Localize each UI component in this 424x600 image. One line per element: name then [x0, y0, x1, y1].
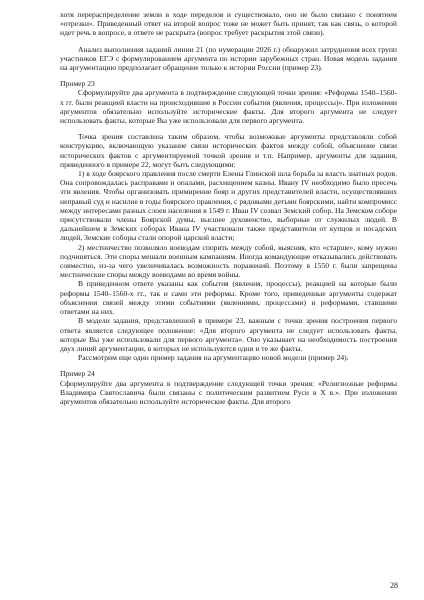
- paragraph: 1) в ходе боярского правления после смерти Елены Глинской шла борьба за власть знатных родов. Она сопровождалась расправами и опалами, расхищением казны. Ивану IV необходимо было пресечь эти явления. Чтобы организовать примирение бояр и других представителей власти, осуществлявших неправый суд и насилие в годы боярского правления, с рядовыми детьми боярскими, найти компромисс между интересами разных слоев населения в 1549 г. Иван IV созвал Земский собор. На Земском соборе присутствовали члены Боярской думы, высшее духовенство, выборные от служилых людей. В дальнейшем в Земских соборах Ивана IV участвовали также представители от купцов и посадских людей, Земские соборы стали опорой царской власти;: [60, 169, 397, 243]
- paragraph: В модели задания, представленной в примере 23, важным с точки зрения построения первого ответа является следующее положение: «Для второго аргумента не следует использовать факты, которые Вы уже использовали для первого аргумента». Оно указывает на необходимость построения двух линий аргументации, в которых не используются одни и те же факты.: [60, 316, 397, 353]
- paragraph: Сформулируйте два аргумента в подтверждение следующей точки зрения: «Религиозные реформы Владимира Святославича были связаны с политическим развитием Руси в X в.». При изложении аргументов обязательно используйте исторические факты. Для второго: [60, 378, 397, 406]
- page-number: 28: [390, 581, 398, 590]
- example-heading: Пример 24: [60, 369, 95, 379]
- example-heading: Пример 23: [60, 79, 95, 89]
- paragraph: Анализ выполнения заданий линии 21 (по нумерации 2026 г.) обнаружил затруднения всех групп участников ЕГЭ с формулированием аргумента по истории зарубежных стран. Новая модель задания на аргументацию предполагает обращение только к истории России (пример 23).: [60, 44, 397, 73]
- paragraph-gap: [60, 72, 397, 79]
- paragraph: 2) местничество позволяло воеводам спорить между собой, выясняя, кто «старше», кому нужно подчиняться. Эти споры мешали военным кампаниям. Иногда командующие отказывались действовать совместно, из-за чего увеличивалась возможность поражений. Поэтому в 1550 г. были запрещены местнические споры между воеводами во время войны.: [60, 242, 397, 280]
- paragraph-gap: [60, 362, 397, 369]
- paragraph: Сформулируйте два аргумента в подтверждение следующей точки зрения: «Реформы 1540–1560-х гг. были реакцией власти на происходившие в России события (явления, процессы)». При изложении аргументов обязательно используйте исторические факты. Для второго аргумента не следует использовать факты, которые Вы уже использовали для первого аргумента.: [60, 88, 397, 126]
- page-text-flow: [60, 10, 397, 406]
- paragraph: Рассмотрим еще один пример задания на аргументацию новой модели (пример 24).: [78, 353, 349, 363]
- paragraph-gap: [60, 38, 397, 45]
- paragraph-gap: [60, 125, 397, 132]
- paragraph: В приведенном ответе указаны как события (явления, процессы), реакцией на которые были реформы 1540–1560-х гг., так и сами эти реформы. Кроме того, приведенные аргументы содержат объяснения связей между этими событиями (явлениями, процессами) и реформами, ставшими ответами на них.: [60, 279, 397, 317]
- paragraph: Точка зрения составлена таким образом, чтобы возможные аргументы представляли собой конструкцию, включающую указание связи исторических фактов между собой, объяснение связи исторических фактов с аргументируемой точкой зрения и т.п. Например, аргументы для задания, приведенного в примере 22, могут быть следующими:: [60, 132, 397, 169]
- paragraph: хотя перераспределение земли в ходе переделов и существовало, оно не было связано с понятием «отрезки». Приведенный ответ на второй вопрос тоже не может быть принят, так как связь, о которой идет речь в вопросе, в ответе не раскрыта (вопрос требует раскрытия этой связи).: [60, 10, 397, 38]
